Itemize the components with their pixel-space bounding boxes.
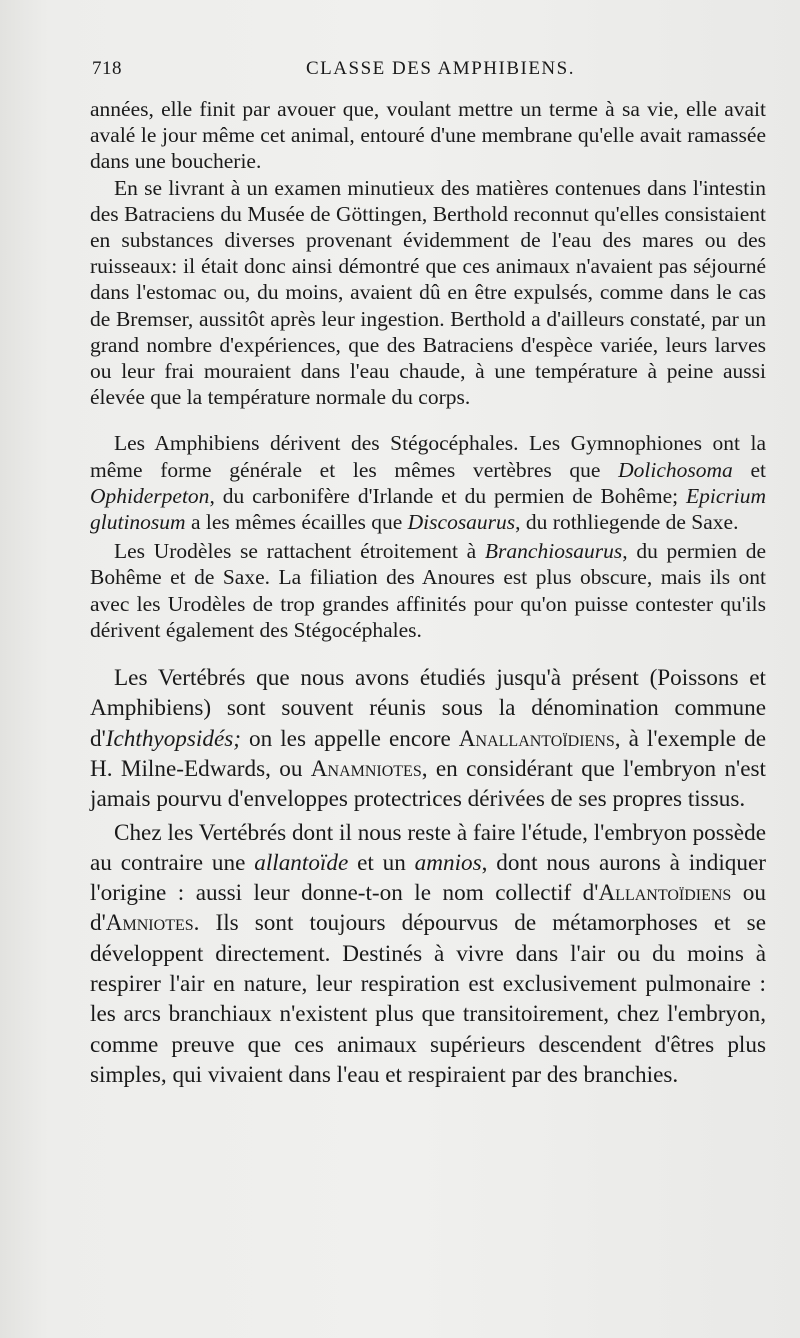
small-caps-term: Anallantoïdiens bbox=[458, 725, 615, 752]
paragraph-1: années, elle finit par avouer que, voulant mettre un terme à sa vie, elle avait avalé le jour même cet animal, entouré d'une membrane qu'elle avait ramassée dans une boucherie. bbox=[90, 97, 766, 174]
text-run: , du carbonifère d'Irlande et du permien de Bohême; bbox=[209, 483, 686, 508]
paragraph-6 bbox=[90, 818, 766, 1091]
text-run: , du rothliegende de Saxe. bbox=[515, 510, 739, 535]
italic-term: Ichthyopsidés; bbox=[105, 725, 242, 752]
italic-taxon: Ophiderpeton bbox=[90, 483, 210, 508]
text-run: Les Amphibiens dérivent des Stégocéphales. Les Gymnophiones ont la même forme générale et les mêmes vertèbres que bbox=[90, 431, 766, 482]
paragraph-2: En se livrant à un examen minutieux des matières contenues dans l'intestin des Batraciens du Musée de Göttingen, Berthold reconnut qu'elles consistaient en substances diverses provenant évidemment de l'eau des mares ou des ruisseaux: il était donc ainsi démontré que ces animaux n'avaient pas séjourné dans l'estomac ou, du moins, avaient dû en être expulsés, comme dans le cas de Bremser, aussitôt après leur ingestion. Berthold a d'ailleurs constaté, par un grand nombre d'expériences, que des Batraciens d'espèce variée, leurs larves ou leur frai mouraient dans l'eau chaude, à une température à peine aussi élevée que la température normale du corps. bbox=[90, 175, 766, 410]
text-run: , à l'exemple de H. Milne-Edwards, ou bbox=[90, 725, 766, 782]
text-run: ou d' bbox=[90, 880, 766, 937]
small-caps-term: Anamniotes bbox=[310, 755, 422, 782]
page-number: 718 bbox=[92, 58, 122, 79]
text-run: Les Urodèles se rattachent étroitement à bbox=[114, 539, 485, 564]
italic-taxon: Epicrium glutinosum bbox=[90, 483, 766, 535]
paragraph-3 bbox=[90, 430, 766, 535]
text-run: et bbox=[732, 457, 766, 482]
paragraph-5 bbox=[90, 663, 766, 814]
paragraph-4 bbox=[90, 538, 766, 643]
running-title: CLASSE DES AMPHIBIENS. bbox=[306, 58, 575, 79]
text-run: , du permien de Bohême et de Saxe. La filiation des Anoures est plus obscure, mais ils ont avec les Urodèles de trop grandes affinités pour qu'on puisse contester qu'ils dérivent également des Stégocéphales. bbox=[90, 539, 766, 642]
text-run: , en considérant que l'embryon n'est jamais pourvu d'enveloppes protectrices dérivées de ses propres tissus. bbox=[90, 755, 766, 813]
text-run: . Ils sont toujours dépourvus de métamorphoses et se développent directement. Destinés à vivre dans l'air ou du moins à respirer l'air en nature, leur respiration est exclusivement pulmonaire : les arcs branchiaux n'existent plus que transitoirement, chez l'embryon, comme preuve que ces animaux supérieurs descendent d'êtres plus simples, qui vivaient dans l'eau et respiraient par des branchies. bbox=[90, 910, 766, 1088]
italic-term: amnios bbox=[414, 849, 482, 876]
text-run: Les Vertébrés que nous avons étudiés jusqu'à présent (Poissons et Amphibiens) sont souvent réunis sous la dénomination commune d' bbox=[90, 665, 766, 752]
small-caps-term: Allantoïdiens bbox=[598, 880, 732, 907]
body-text bbox=[90, 96, 766, 1090]
text-run: on les appelle encore bbox=[241, 725, 459, 752]
text-run: et un bbox=[348, 849, 415, 876]
text-run: a les mêmes écailles que bbox=[185, 510, 408, 535]
page-header bbox=[92, 58, 752, 86]
italic-term: allantoïde bbox=[254, 849, 349, 876]
small-caps-term: Amniotes bbox=[105, 910, 194, 937]
text-run: Chez les Vertébrés dont il nous reste à faire l'étude, l'embryon possède au contraire une bbox=[90, 819, 766, 876]
italic-taxon: Discosaurus bbox=[407, 510, 516, 535]
text-run: , dont nous aurons à indiquer l'origine : aussi leur donne-t-on le nom collectif d' bbox=[90, 849, 766, 907]
italic-taxon: Branchiosaurus bbox=[484, 539, 623, 564]
italic-taxon: Dolichosoma bbox=[618, 457, 733, 482]
